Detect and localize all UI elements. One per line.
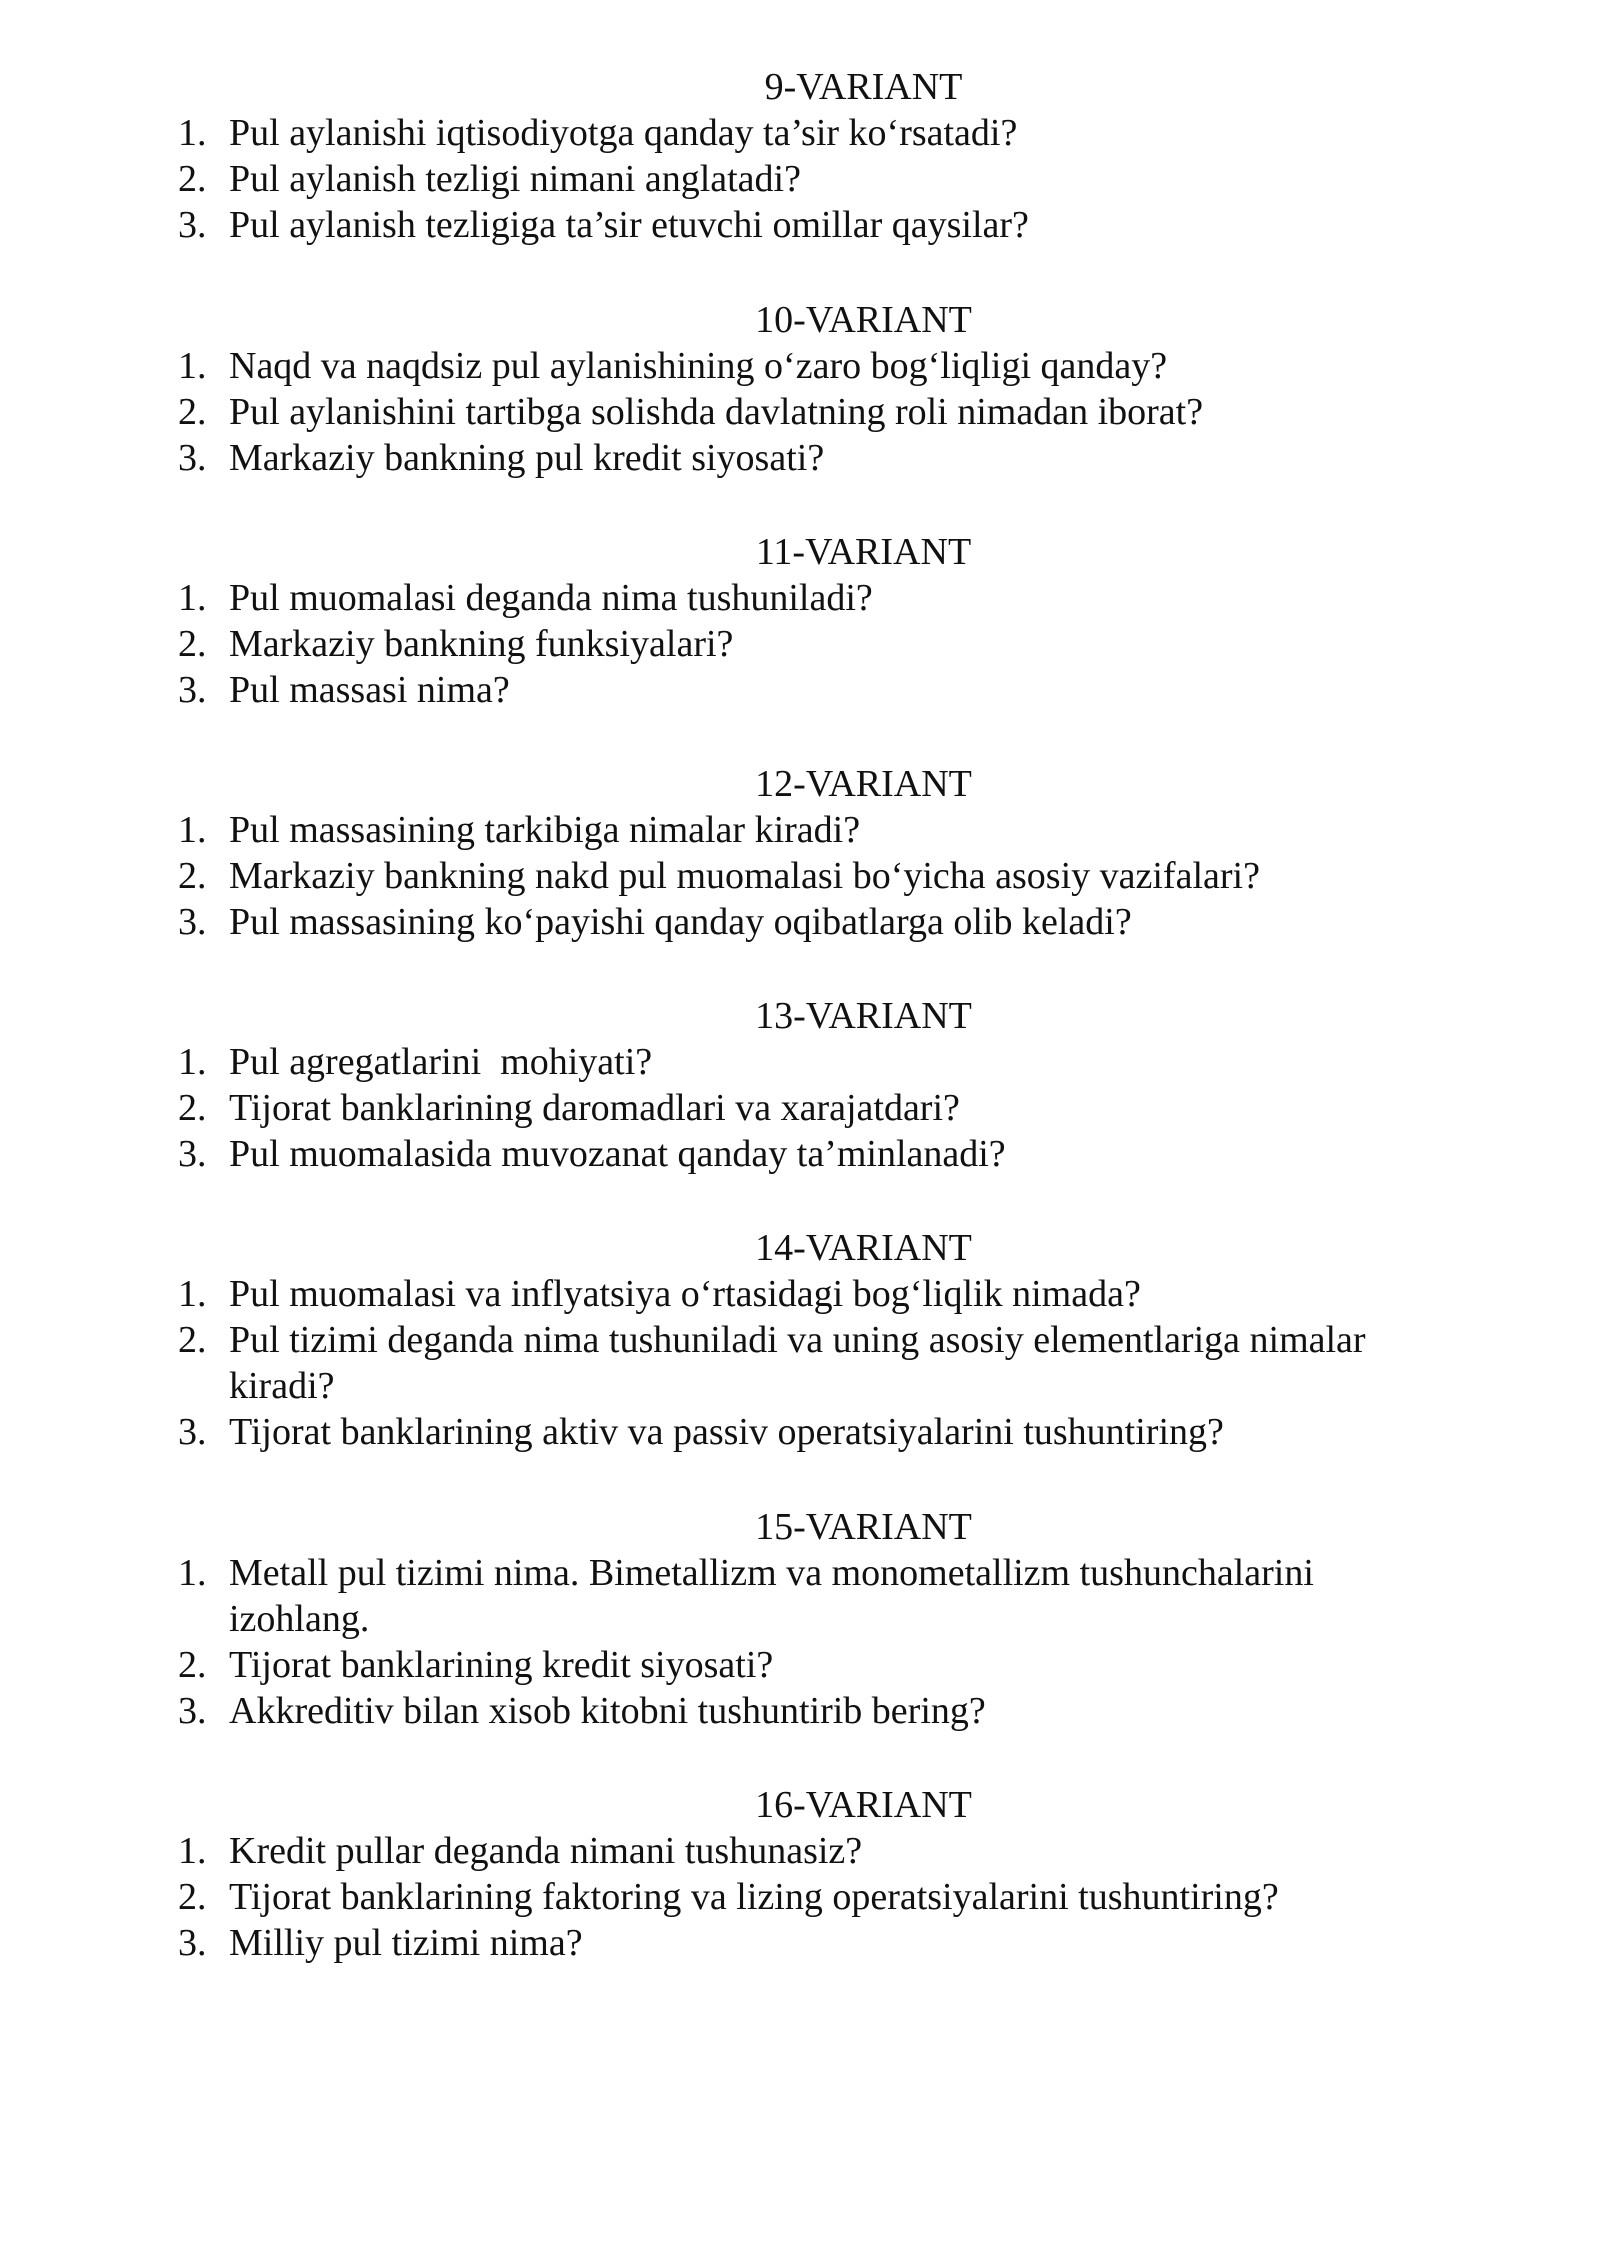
question-number: 1. — [178, 577, 207, 619]
question-number: 3. — [178, 669, 207, 711]
question-number: 1. — [178, 345, 207, 387]
question-text: Metall pul tizimi nima. Bimetallizm va monometallizm tushunchalarini izohlang. — [229, 1552, 1314, 1640]
variant-title: 13-VARIANT — [755, 995, 972, 1037]
question-text: Tijorat banklarining faktoring va lizing operatsiyalarini tushuntiring? — [229, 1876, 1279, 1918]
question-number: 2. — [178, 1876, 207, 1918]
question-number: 3. — [178, 1133, 207, 1175]
question-number: 1. — [178, 1830, 207, 1872]
question-number: 2. — [178, 1319, 207, 1361]
variant-title: 14-VARIANT — [755, 1227, 972, 1269]
question-number: 3. — [178, 901, 207, 943]
question-number: 2. — [178, 391, 207, 433]
question-number: 1. — [178, 1273, 207, 1315]
question-text: Markaziy bankning pul kredit siyosati? — [229, 437, 825, 479]
question-text: Pul muomalasida muvozanat qanday ta’minlanadi? — [229, 1133, 1006, 1175]
variant-title: 11-VARIANT — [755, 531, 972, 573]
question-text: Kredit pullar deganda nimani tushunasiz? — [229, 1830, 863, 1872]
question-number: 2. — [178, 623, 207, 665]
question-text: Tijorat banklarining aktiv va passiv operatsiyalarini tushuntiring? — [229, 1411, 1224, 1453]
question-number: 1. — [178, 112, 207, 154]
variant-title: 12-VARIANT — [755, 763, 972, 805]
question-text: Pul aylanishi iqtisodiyotga qanday ta’sir ko‘rsatadi? — [229, 112, 1018, 154]
question-number: 1. — [178, 809, 207, 851]
question-text: Pul tizimi deganda nima tushuniladi va uning asosiy elementlariga nimalar kiradi? — [229, 1319, 1366, 1407]
question-text: Tijorat banklarining daromadlari va xarajatdari? — [229, 1087, 960, 1129]
question-text: Akkreditiv bilan xisob kitobni tushuntirib bering? — [229, 1690, 986, 1732]
question-number: 3. — [178, 1690, 207, 1732]
question-text: Pul aylanishini tartibga solishda davlatning roli nimadan iborat? — [229, 391, 1204, 433]
question-text: Pul massasi nima? — [229, 669, 510, 711]
variant-title: 10-VARIANT — [755, 299, 972, 341]
question-text: Pul muomalasi va inflyatsiya o‘rtasidagi bog‘liqlik nimada? — [229, 1273, 1141, 1315]
question-text: Pul massasining ko‘payishi qanday oqibatlarga olib keladi? — [229, 901, 1132, 943]
question-text: Tijorat banklarining kredit siyosati? — [229, 1644, 774, 1686]
question-number: 3. — [178, 1411, 207, 1453]
question-number: 2. — [178, 158, 207, 200]
variant-title: 16-VARIANT — [755, 1784, 972, 1826]
question-number: 3. — [178, 437, 207, 479]
variant-title: 15-VARIANT — [755, 1506, 972, 1548]
question-text: Pul agregatlarini mohiyati? — [229, 1041, 653, 1083]
question-text: Pul massasining tarkibiga nimalar kiradi? — [229, 809, 861, 851]
question-number: 1. — [178, 1041, 207, 1083]
variant-title: 9-VARIANT — [764, 66, 963, 108]
question-text: Pul aylanish tezligiga ta’sir etuvchi omillar qaysilar? — [229, 204, 1029, 246]
question-number: 2. — [178, 1087, 207, 1129]
question-number: 1. — [178, 1552, 207, 1594]
question-number: 3. — [178, 204, 207, 246]
question-number: 2. — [178, 1644, 207, 1686]
question-text: Pul muomalasi deganda nima tushuniladi? — [229, 577, 873, 619]
question-text: Pul aylanish tezligi nimani anglatadi? — [229, 158, 801, 200]
question-text: Milliy pul tizimi nima? — [229, 1922, 583, 1964]
question-text: Naqd va naqdsiz pul aylanishining o‘zaro bog‘liqligi qanday? — [229, 345, 1168, 387]
question-number: 3. — [178, 1922, 207, 1964]
question-number: 2. — [178, 855, 207, 897]
question-text: Markaziy bankning funksiyalari? — [229, 623, 734, 665]
question-text: Markaziy bankning nakd pul muomalasi bo‘yicha asosiy vazifalari? — [229, 855, 1260, 897]
